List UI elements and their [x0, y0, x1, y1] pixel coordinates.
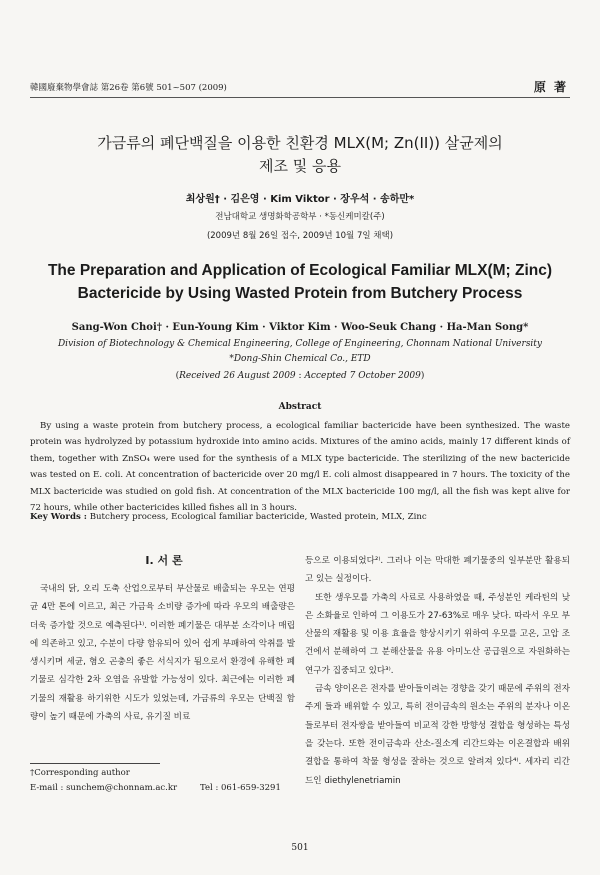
abstract-heading: Abstract [278, 402, 322, 412]
keywords-list: Butchery process, Ecological familiar bactericide, Wasted protein, MLX, Zinc [89, 512, 427, 522]
abstract-body: By using a waste protein from butchery process, a ecological familiar bactericide have been synthesized. The waste protein was hydrolyzed by potassium hydroxide into amino acids. Mixtures of the amino acids, mainly 17 different kinds of them, together with ZnSO₄ were used for the synthesis of a MLX type bactericide. The sterilizing of the new bactericide was tested on E. coli. At concentration of bactericide over 20 mg/l E. coli almost disappeared in 7 hours. The toxicity of the MLX bactericide was studied on gold fish. At concentration of the MLX bactericide 100 mg/l, all the fish was kept alive for 72 hours, while other bactericides killed fishes all in 3 hours. [30, 421, 570, 514]
english-affiliation: Division of Biotechnology & Chemical Engineering, College of Engineering, Chonnam National University [57, 339, 543, 349]
article-type-label: 原 著 [533, 80, 568, 94]
page-number: 501 [291, 843, 309, 853]
section-heading: I. 서 론 [145, 554, 183, 567]
corresponding-author-note: †Corresponding author [30, 768, 130, 778]
body-column-left [30, 580, 295, 726]
journal-citation: 韓國廢棄物學會誌 第26卷 第6號 501~507 (2009) [30, 83, 227, 93]
footnote-rule [30, 763, 160, 764]
korean-authors: 최상원† · 김은영 · Kim Viktor · 장우석 · 송하만* [185, 194, 415, 205]
header-rule [30, 97, 570, 98]
intro-paragraph-1: 국내의 닭, 오리 도축 산업으로부터 부산물로 배출되는 우모는 연평균 4만 톤에 이르고, 최근 가금육 소비량 증가에 따라 우모의 배출량은 더욱 증가할 것으로 예측된다¹⁾. 이러한 폐기물은 대부분 소각이나 매립에 의존하고 있고, 수분이 다량 함유되어 있어 쉽게 부패하여 악취를 발생시키며 세균, 혐오 곤충의 좋은 서식지가 됨으로서 환경에 유해한 폐기물로 심각한 2차 오염을 유발할 가능성이 있다. 최근에는 이러한 폐기물의 재활용 하기위한 시도가 있었는데, 가금류의 우모는 단백질 함량이 높기 때문에 가축의 사료, 유기질 비료 [30, 584, 295, 723]
korean-title-line2: 제조 및 응용 [259, 157, 341, 175]
received-date: Received 26 August 2009 [179, 371, 296, 381]
intro-paragraph-1-cont: 등으로 이용되었다²⁾. 그러나 이는 막대한 폐기물중의 일부분만 활용되고 있는 실정이다. [305, 556, 570, 585]
english-title-line1: The Preparation and Application of Ecological Familiar MLX(M; Zinc) [47, 262, 553, 279]
body-column-right [305, 552, 570, 790]
keywords [30, 512, 570, 522]
intro-paragraph-2: 또한 생우모를 가축의 사료로 사용하였을 때, 주성분인 케라틴의 낮은 소화율로 인하여 그 이용도가 27-63%로 매우 낮다. 따라서 우모 부산물의 재활용 및 이용 효율을 향상시키기 위하여 우모를 고온, 고압 조건에서 분해하여 그 분해산물을 유용 아미노산 공급원으로 자원화하는 연구가 집중되고 있다³⁾. [305, 592, 570, 676]
english-authors: Sang-Won Choi† · Eun-Young Kim · Viktor Kim · Woo-Seuk Chang · Ha-Man Song* [71, 322, 529, 333]
korean-dates: (2009년 8월 26일 접수, 2009년 10월 7일 채택) [206, 231, 394, 241]
author-email: E-mail : sunchem@chonnam.ac.kr [30, 783, 178, 793]
english-dates: (Received 26 August 2009 : Accepted 7 October 2009) [175, 371, 425, 381]
running-header [30, 80, 570, 98]
keywords-label: Key Words : [30, 512, 87, 522]
contact-line [30, 783, 298, 793]
english-affiliation-company: *Dong-Shin Chemical Co., ETD [229, 354, 371, 364]
english-title-line2: Bactericide by Using Wasted Protein from Butchery Process [77, 285, 523, 302]
accepted-date: Accepted 7 October 2009 [304, 371, 421, 381]
author-phone: Tel : 061-659-3291 [200, 783, 281, 793]
intro-paragraph-3: 금속 양이온은 전자를 받아들이려는 경향을 갖기 때문에 주위의 전자 주게 들과 배위할 수 있고, 특히 전이금속의 원소는 주위의 분자나 이온들로부터 전자쌍을 받아들여 비교적 강한 방향성 결합을 형성하는 특성을 갖는다. 또한 전이금속과 산소-질소계 리간드와는 이온결합과 배위결합을 통하여 착물 형성을 잘하는 것으로 알려져 있다⁴⁾. 세자리 리간드인 diethylenetriamin [305, 684, 570, 786]
korean-affiliation: 전남대학교 생명화학공학부 · *동신케미칼(주) [215, 212, 385, 222]
korean-title-line1: 가금류의 폐단백질을 이용한 친환경 MLX(M; Zn(II)) 살균제의 [97, 134, 503, 152]
